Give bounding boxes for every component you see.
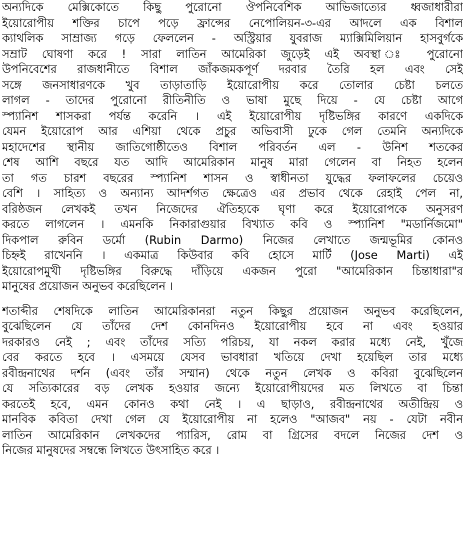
text-line: উপনিবেশের রাজধানীতে বিশাল জাঁকজমকপূর্ণ দরবার তৈরি হল এবং সেই — [2, 63, 463, 76]
paragraph-spacer — [2, 295, 463, 304]
text-line: নিজের মানুষদের সম্বন্ধে লিখতে উৎসাহিত করে । — [2, 444, 220, 457]
text-line: বেশি । সাহিত্য ও অন্যান্য আদর্শগত ক্ষেত্রেও এর প্রভাব থেকে রেহাই পেল না, — [2, 187, 463, 200]
text-line: ক্যাথলিক সাম্রাজ্য গড়ে ফেললেন - অস্ট্রিয়ার যুবরাজ ম্যাক্সিমিলিয়ান হাসবুর্গকে — [2, 32, 463, 45]
text-line: সঙ্গে জনসাধারণকে খুব তাড়াতাড়ি ইয়োরোপীয় করে তোলার চেষ্টা চলতে — [2, 78, 463, 92]
text-line: মহাদেশের স্থানীয় জাতিগোষ্ঠীতেও বিশাল পরিবর্তন এল - উনিশ শতকের — [2, 140, 463, 154]
paragraph-2 — [2, 304, 463, 459]
text-line: বরিষ্ঠজন লেখকই তখন নিজেদের ঐতিহ্যকে ঘৃণা করে ইয়োরোপকে অনুসরণ — [2, 202, 463, 216]
text-line: দরকারও নেই ; এবং তাঁদের সত্যি পরিচয়, যা নকল করার মধ্যে নেই, খুঁজে — [2, 335, 463, 349]
text-line: লাতিন আমেরিকান লেখকদের প্যারিস, রোম বা গ্রিসের বদলে নিজের দেশ ও — [2, 428, 463, 442]
text-line: শতাব্দীর শেষদিকে লাতিন আমেরিকানরা নতুন কিছুর প্রয়োজন অনুভব করেছিলেন, — [2, 304, 463, 318]
text-line: অন্যদিকে মেক্সিকোতে কিছু পুরোনো ঔপনিবেশিক আভিজাত্যের ধ্বজাধারীরা — [2, 1, 463, 14]
text-line: বুঝেছিলেন যে তাঁদের দেশ কোনদিনও ইয়োরোপীয় হবে না এবং হওয়ার — [2, 320, 463, 333]
text-line: লাগল - তাদের পুরোনো রীতিনীতি ও ভাষা মুছে দিয়ে - যে চেষ্টা আগে — [2, 94, 463, 107]
text-line: তা গত চারশ বছরের স্প্যানিশ শাসন ও স্বাধীনতা যুদ্ধের ফলাফলের চেয়েও — [2, 171, 463, 185]
text-line: ইয়োরোপীয় শক্তির চাপে পড়ে ফ্রান্সের নেপোলিয়ন-৩-এর আদলে এক বিশাল — [2, 16, 463, 30]
text-line: করতেই হবে, এমন কোনও কথা নেই । এ ছাড়াও, রবীন্দ্রনাথের অতীন্দ্রিয় ও — [2, 397, 463, 411]
text-line: ইয়োরোপমুখী দৃষ্টিভঙ্গির বিরুদ্ধে দাঁড়িয়ে একজন পুরো "আমেরিকান চিন্তাধারা"র — [2, 264, 463, 278]
text-line: দিকপাল রুবিন ডর্মো (Rubin Darmo) নিজের লেখাতে জন্মভূমির কোনও — [2, 233, 463, 247]
paragraph-1 — [2, 0, 463, 295]
text-line: চিহ্নই রাখেননি । একমাত্র কিউবার কবি হোসে মার্টি (Jose Marti) এই — [2, 249, 463, 262]
text-line: মানবিক কবিতা দেখা গেল যে ইয়োরোপীয় না হলেও "আজব" নয় - যেটা নবীন — [2, 413, 463, 426]
text-line: স্প্যানিশ শাসকরা পর্যন্ত করেনি । এই ইয়োরোপীয় দৃষ্টিভঙ্গির কারণে একদিকে — [2, 109, 463, 123]
text-line: রবীন্দ্রনাথের দর্শন (এবং তাঁর সম্মান) থেকে নতুন লেখক ও কবিরা বুঝেছিলেন — [2, 366, 463, 380]
text-line: করতে লাগলেন । এমনকি নিকারাগুয়ার বিখ্যাত কবি ও স্প্যানিশ "মডার্নিজমো" — [2, 218, 463, 231]
text-line: সম্রাট ঘোষণা করে ! সারা লাতিন আমেরিকা জুড়েই এই অবস্থা ঃ পুরোনো — [2, 47, 463, 61]
document-page — [2, 0, 463, 549]
text-line: মানুষের প্রয়োজন অনুভব করেছিলেন । — [2, 280, 174, 293]
text-line: যেমন ইয়োরোপ আর এশিয়া থেকে প্রচুর অভিবাসী ঢুকে গেল তেমনি অন্যদিকে — [2, 125, 463, 138]
text-line: যে সত্যিকারের বড় লেখক হওয়ার জন্যে ইয়োরোপীয়দের মত লিখতে বা চিন্তা — [2, 382, 463, 395]
text-line: শেষ আশি বছরে যত আদি আমেরিকান মানুষ মারা গেলেন বা নিহত হলেন — [2, 156, 463, 169]
text-line: বের করতে হবে । এসময়ে যেসব ভাবধারা খতিয়ে দেখা হয়েছিল তার মধ্যে — [2, 351, 463, 364]
